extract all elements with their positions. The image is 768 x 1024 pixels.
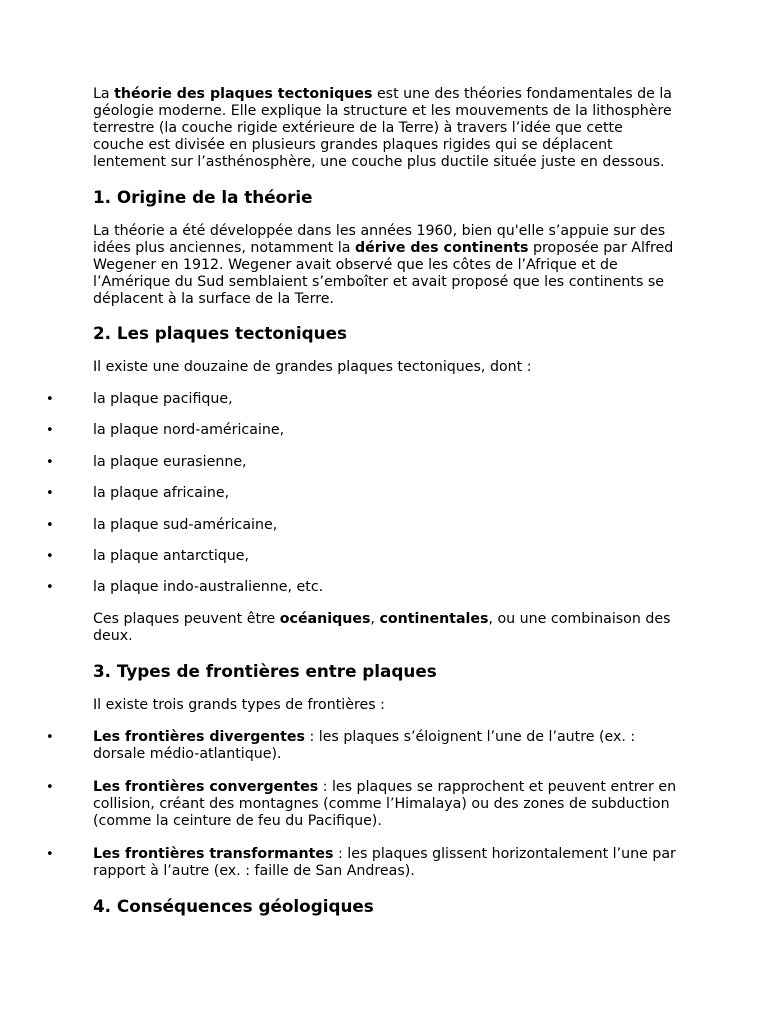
list-item-text: la plaque antarctique, — [93, 547, 250, 564]
list-item — [46, 485, 678, 502]
section-1-bold-term: dérive des continents — [354, 240, 529, 256]
border-type-description: : les plaques se rapprochent et peuvent entrer en collision, créant des montagnes (comme l’Himalaya) ou des zones de subduction (comme la ceinture de feu du Pacifique). — [93, 778, 677, 829]
list-item-text: la plaque nord-américaine, — [93, 422, 285, 439]
list-item — [46, 422, 678, 439]
intro-text-pre: La — [93, 86, 115, 102]
intro-bold-term: théorie des plaques tectoniques — [114, 86, 373, 102]
section-1-paragraph — [93, 223, 678, 308]
bullet-icon: • — [46, 392, 54, 407]
border-type-label: Les frontières divergentes — [93, 728, 305, 745]
intro-paragraph — [93, 86, 678, 171]
bullet-icon: • — [46, 548, 54, 564]
section-3-heading: 3. Types de frontières entre plaques — [93, 660, 437, 681]
section-1-heading: 1. Origine de la théorie — [93, 187, 313, 207]
document-page — [46, 86, 678, 932]
bullet-icon: • — [46, 846, 54, 862]
closing-text-pre: Ces plaques peuvent être — [93, 610, 280, 627]
list-item-text: la plaque sud-américaine, — [93, 516, 278, 533]
list-item — [46, 778, 678, 830]
bullet-icon: • — [46, 779, 54, 795]
bullet-icon: • — [46, 729, 54, 745]
section-3-lead: Il existe trois grands types de frontières : — [93, 696, 385, 713]
bullet-icon: • — [46, 423, 54, 439]
section-2-closing — [93, 611, 678, 645]
closing-bold-continental: continentales — [379, 610, 489, 627]
border-type-description: : les plaques s’éloignent l’une de l’autre (ex. : dorsale médio-atlantique). — [93, 728, 636, 762]
bullet-icon: • — [46, 580, 54, 596]
list-item — [46, 516, 678, 534]
list-item — [46, 728, 678, 763]
list-item — [46, 391, 678, 408]
plates-list — [46, 391, 678, 596]
list-item — [46, 453, 678, 471]
list-item — [46, 547, 678, 565]
closing-text-mid: , — [370, 610, 380, 627]
section-2-lead: Il existe une douzaine de grandes plaques tectoniques, dont : — [93, 359, 532, 375]
list-item-text: la plaque eurasienne, — [93, 453, 247, 470]
list-item — [46, 579, 678, 596]
section-1-text-pre: La théorie a été développée dans les années 1960, bien qu'elle s’appuie sur des idées plus anciennes, notamment la — [93, 223, 666, 256]
border-type-label: Les frontières transformantes — [93, 845, 334, 862]
section-4-heading: 4. Conséquences géologiques — [93, 895, 374, 916]
section-2-heading: 2. Les plaques tectoniques — [93, 323, 347, 343]
bullet-icon: • — [46, 454, 54, 470]
intro-text-post: est une des théories fondamentales de la géologie moderne. Elle explique la structure et les mouvements de la lithosphère terrestre (la couche rigide extérieure de la Terre) à travers l’idée que cette couche est divisée en plusieurs grandes plaques rigides qui se déplacent lentement sur l’asthénosphère, une couche plus ductile située juste en dessous. — [93, 86, 672, 170]
closing-bold-oceanic: océaniques — [279, 610, 371, 627]
list-item-text: la plaque africaine, — [93, 485, 230, 502]
section-1-text-post: proposée par Alfred Wegener en 1912. Wegener avait observé que les côtes de l’Afrique et de l’Amérique du Sud semblaient s’emboîter et avait proposé que les continents se déplacent à la surface de la Terre. — [93, 240, 674, 307]
list-item-text: la plaque pacifique, — [93, 391, 233, 407]
list-item — [46, 845, 678, 880]
closing-text-post: , ou une combinaison des deux. — [93, 610, 671, 644]
border-type-label: Les frontières convergentes — [93, 778, 319, 795]
bullet-icon: • — [46, 517, 54, 533]
border-type-description: : les plaques glissent horizontalement l’une par rapport à l’autre (ex. : faille de San Andreas). — [93, 845, 676, 879]
bullet-icon: • — [46, 486, 54, 502]
borders-list — [46, 728, 678, 880]
list-item-text: la plaque indo-australienne, etc. — [93, 579, 324, 596]
